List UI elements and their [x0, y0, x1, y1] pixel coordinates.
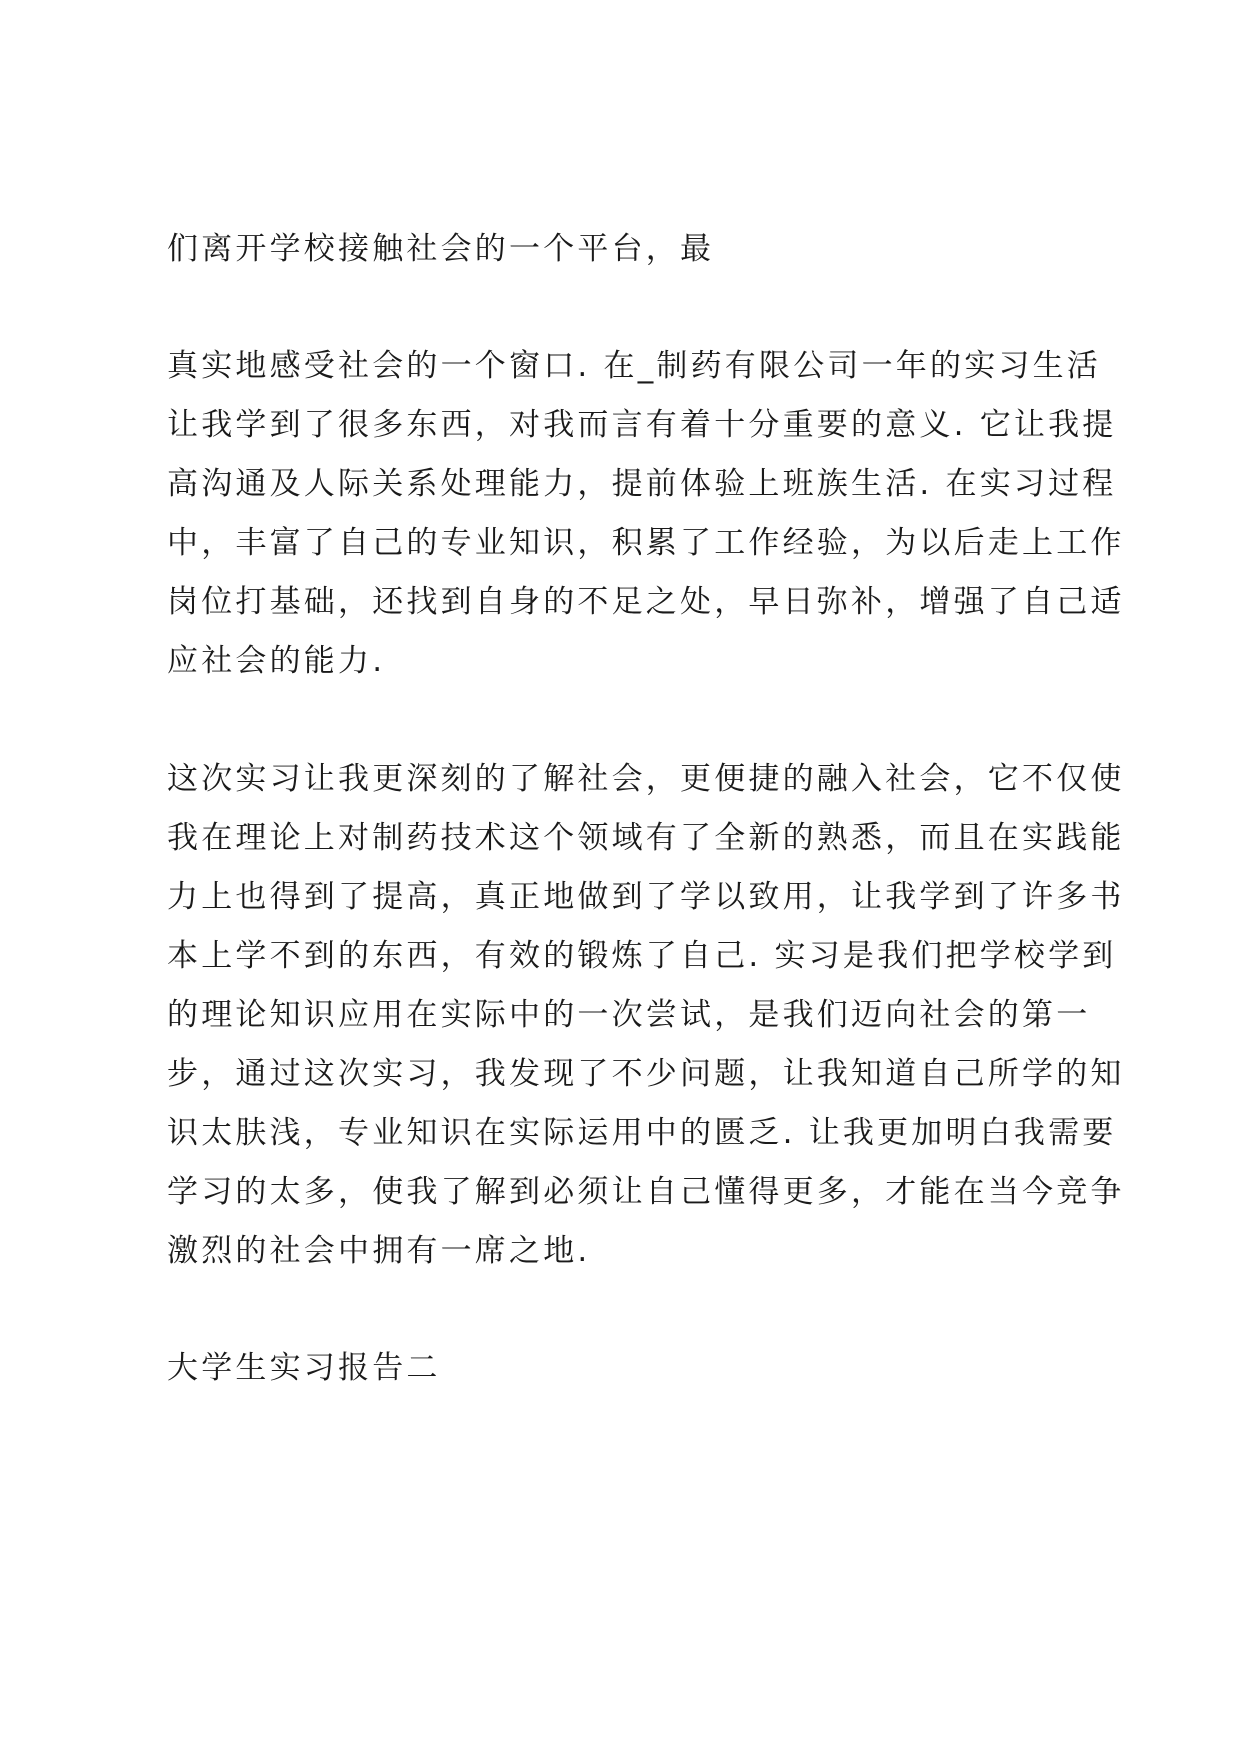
paragraph-3-line-1: 这次实习让我更深刻的了解社会，更便捷的融入社会，它不仅使: [167, 761, 1125, 797]
paragraph-3-line-3: 力上也得到了提高，真正地做到了学以致用，让我学到了许多书: [167, 879, 1125, 915]
paragraph-2-line-2: 让我学到了很多东西，对我而言有着十分重要的意义. 它让我提: [167, 407, 1117, 443]
paragraph-2-line-4: 中，丰富了自己的专业知识，积累了工作经验，为以后走上工作: [167, 525, 1125, 561]
paragraph-3-line-7: 识太肤浅，专业知识在实际运用中的匮乏. 让我更加明白我需要: [167, 1115, 1117, 1151]
paragraph-3-line-6: 步，通过这次实习，我发现了不少问题，让我知道自己所学的知: [167, 1056, 1125, 1092]
paragraph-2-line-3: 高沟通及人际关系处理能力，提前体验上班族生活. 在实习过程: [167, 466, 1117, 502]
paragraph-3-line-5: 的理论知识应用在实际中的一次尝试，是我们迈向社会的第一: [167, 997, 1091, 1033]
paragraph-2-line-5: 岗位打基础，还找到自身的不足之处，早日弥补，增强了自己适: [167, 584, 1125, 620]
paragraph-2-line-1: 真实地感受社会的一个窗口. 在_制药有限公司一年的实习生活: [167, 348, 1102, 384]
paragraph-2-line-6: 应社会的能力.: [167, 643, 386, 679]
paragraph-1-line-1: 们离开学校接触社会的一个平台，最: [167, 231, 715, 267]
section-heading: 大学生实习报告二: [167, 1350, 441, 1386]
paragraph-3-line-2: 我在理论上对制药技术这个领域有了全新的熟悉，而且在实践能: [167, 820, 1125, 856]
paragraph-3-line-9: 激烈的社会中拥有一席之地.: [167, 1233, 591, 1269]
paragraph-3-line-4: 本上学不到的东西，有效的锻炼了自己. 实习是我们把学校学到: [167, 938, 1117, 974]
paragraph-3-line-8: 学习的太多，使我了解到必须让自己懂得更多，才能在当今竞争: [167, 1174, 1125, 1210]
